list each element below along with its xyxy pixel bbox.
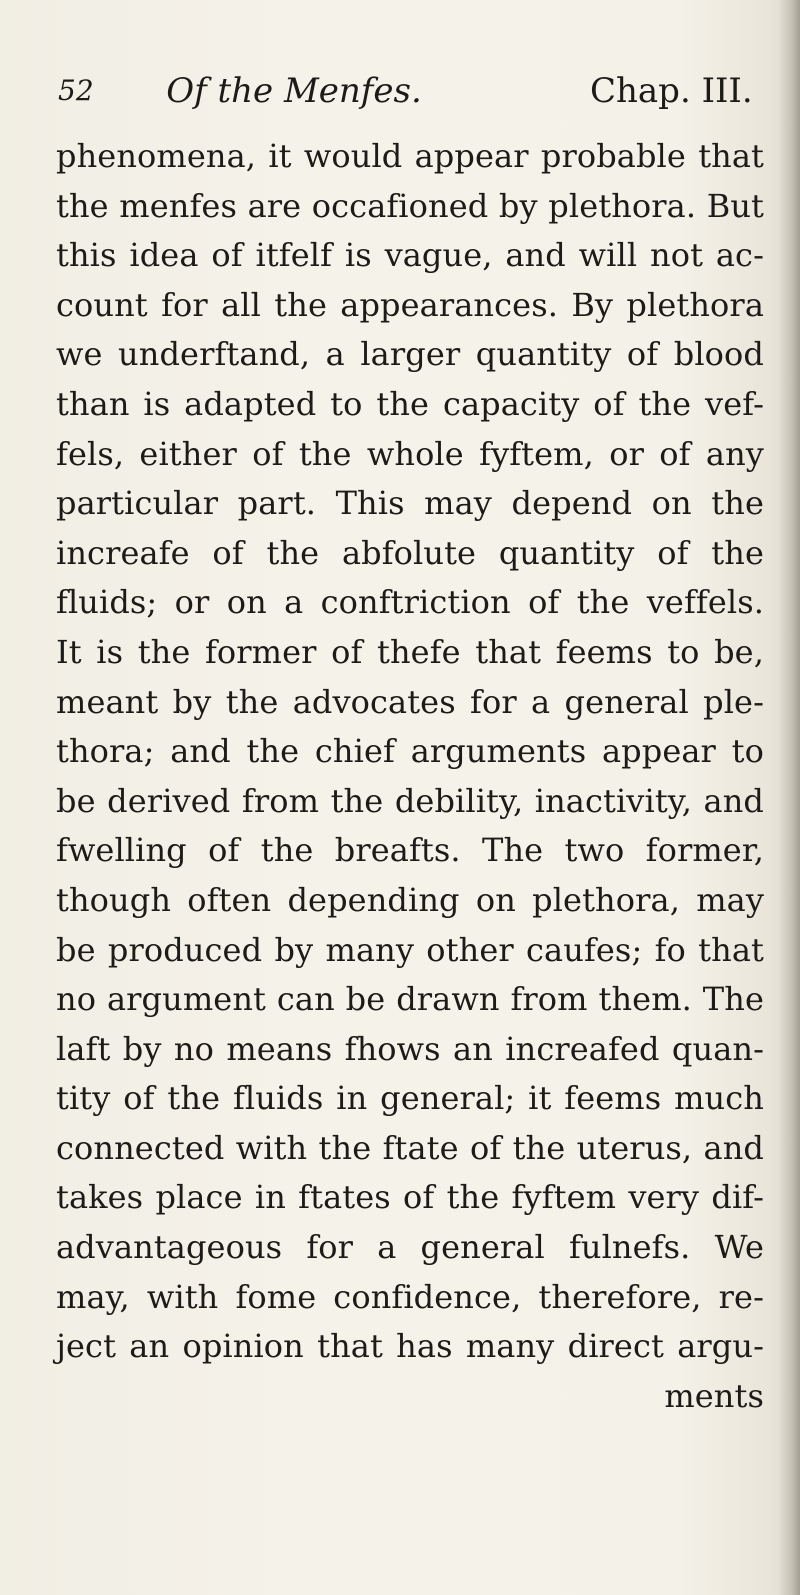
body-text xyxy=(56,132,764,1421)
text-line: fwelling of the breafts. The two former, xyxy=(56,831,764,870)
text-line: It is the former of thefe that feems to be, xyxy=(56,632,764,671)
text-line: connected with the ftate of the uterus, and xyxy=(56,1128,764,1167)
text-line: be derived from the debility, inactivity, and xyxy=(56,781,764,820)
text-line: fels, either of the whole fyftem, or of any xyxy=(56,434,764,473)
text-line: may, with fome confidence, therefore, re- xyxy=(56,1277,764,1316)
text-line: phenomena, it would appear probable that xyxy=(56,137,764,175)
text-line: advantageous for a general fulnefs. We xyxy=(56,1228,764,1267)
text-line: we underftand, a larger quantity of blood xyxy=(56,335,764,374)
text-line: particular part. This may depend on the xyxy=(56,484,764,523)
text-line: laft by no means fhows an increafed quan- xyxy=(56,1029,764,1068)
text-line: this idea of itfelf is vague, and will not ac- xyxy=(56,236,764,275)
text-line: fluids; or on a conftriction of the veffels. xyxy=(56,583,764,622)
text-line: count for all the appearances. By plethora xyxy=(56,285,764,324)
chapter-label: Chap. III. xyxy=(590,71,753,111)
text-line: the menfes are occafioned by plethora. But xyxy=(56,186,764,225)
text-line: takes place in ftates of the fyftem very dif- xyxy=(56,1178,764,1217)
running-title: Of the Menfes. xyxy=(166,71,422,111)
text-line: than is adapted to the capacity of the vef- xyxy=(56,384,764,423)
page-number: 52 xyxy=(58,74,94,107)
page-edge-shadow xyxy=(778,0,800,1595)
catchword: ments xyxy=(664,1376,764,1415)
text-line: tity of the fluids in general; it feems much xyxy=(56,1079,764,1118)
text-line: increafe of the abfolute quantity of the xyxy=(56,533,764,572)
text-line: though often depending on plethora, may xyxy=(56,880,764,919)
text-line: ject an opinion that has many direct argu- xyxy=(56,1327,764,1366)
text-line: meant by the advocates for a general ple- xyxy=(56,682,764,721)
running-head xyxy=(58,66,758,116)
text-line: thora; and the chief arguments appear to xyxy=(56,732,764,771)
text-line: no argument can be drawn from them. The xyxy=(56,980,764,1019)
text-line: be produced by many other caufes; fo that xyxy=(56,930,764,969)
